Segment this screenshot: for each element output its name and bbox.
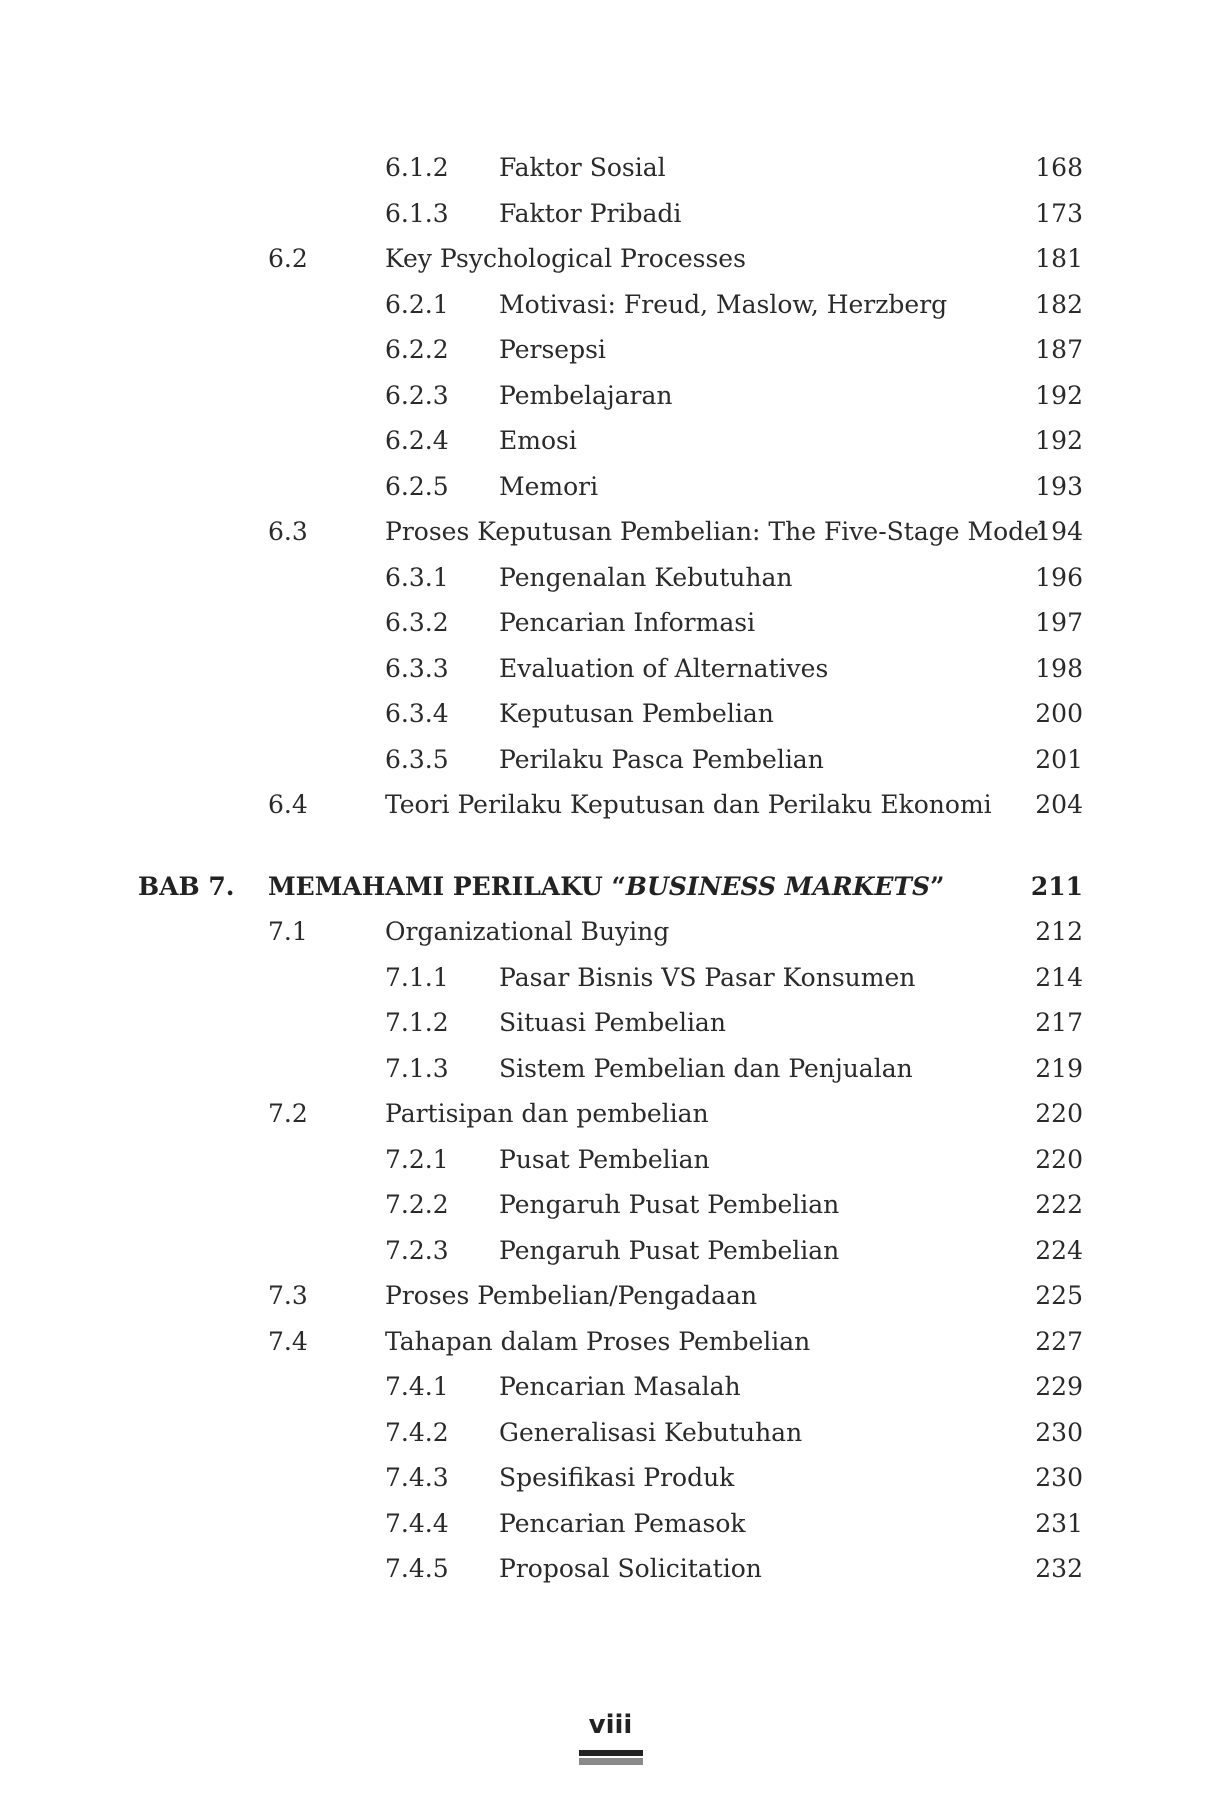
toc-entry-title: Proses Pembelian/Pengadaan [385,1281,758,1310]
toc-entry-page-number: 200 [1035,699,1083,728]
toc-entry-title: Memori [499,471,599,501]
chapter-title-suffix: ” [930,871,945,901]
toc-entry-title: Proses Keputusan Pembelian: The Five-Stage Model [385,517,1047,546]
toc-entry-number: 6.2.5 [385,471,449,501]
toc-entry-page-number: 196 [1035,562,1083,592]
toc-entry-page-number: 168 [1035,153,1083,182]
toc-entry-number: 6.2.2 [385,335,449,364]
toc-entry-number: 7.2.3 [385,1235,449,1265]
toc-entry-title: Partisipan dan pembelian [385,1099,709,1128]
toc-entry-number: 6.3.1 [385,562,449,592]
toc-entry-number: 7.2.1 [385,1144,449,1174]
toc-entry-page-number: 219 [1035,1053,1083,1083]
toc-entry-page-number: 217 [1035,1008,1083,1037]
toc-entry-title: Pencarian Informasi [499,608,756,637]
toc-entry-number: 6.3.2 [385,608,449,637]
toc-entry[interactable] [0,1273,1221,1319]
toc-entry-title: Pengaruh Pusat Pembelian [499,1190,840,1219]
toc-entry-page-number: 230 [1035,1417,1083,1447]
chapter-label: BAB 7. [138,871,235,901]
toc-entry[interactable] [0,464,1221,510]
toc-entry-title: Key Psychological Processes [385,244,746,273]
toc-entry-page-number: 193 [1035,471,1083,501]
toc-entry-page-number: 212 [1035,917,1083,946]
toc-entry-page-number: 220 [1035,1144,1083,1174]
toc-entry[interactable] [0,327,1221,373]
toc-entry[interactable] [0,282,1221,328]
toc-entry-title: Faktor Sosial [499,153,666,182]
table-of-contents [0,145,1221,1592]
toc-entry-number: 7.4 [268,1326,308,1356]
toc-entry-page-number: 222 [1035,1190,1083,1219]
toc-entry[interactable] [0,1182,1221,1228]
page-footer [0,1708,1221,1765]
toc-entry-title: Pasar Bisnis VS Pasar Konsumen [499,962,916,992]
toc-entry-page-number: 201 [1035,744,1083,774]
toc-entry-number: 6.1.3 [385,198,449,228]
toc-entry-page-number: 224 [1035,1235,1083,1265]
toc-entry-page-number: 181 [1035,244,1083,273]
toc-entry-title: Emosi [499,426,577,455]
toc-entry-number: 6.1.2 [385,153,449,182]
toc-entry[interactable] [0,600,1221,646]
toc-entry-number: 7.4.2 [385,1417,449,1447]
toc-entry-title: Motivasi: Freud, Maslow, Herzberg [499,289,948,319]
toc-entry-number: 7.3 [268,1281,308,1310]
toc-entry[interactable] [0,509,1221,555]
toc-entry-title: Spesifikasi Produk [499,1463,735,1492]
toc-entry-title: Pembelajaran [499,380,673,410]
toc-entry[interactable] [0,782,1221,828]
toc-entry[interactable] [0,418,1221,464]
footer-bar-dark [579,1750,643,1756]
toc-entry-title: Keputusan Pembelian [499,699,774,728]
toc-entry-page-number: 198 [1035,653,1083,683]
toc-entry-number: 6.4 [268,790,308,819]
toc-entry-number: 6.2.4 [385,426,449,455]
toc-entry-page-number: 194 [1035,517,1083,546]
chapter-title [268,864,944,910]
toc-entry[interactable] [0,646,1221,692]
toc-entry-page-number: 214 [1035,962,1083,992]
toc-entry[interactable] [0,955,1221,1001]
toc-entry[interactable] [0,1228,1221,1274]
toc-entry-number: 7.4.4 [385,1508,449,1538]
toc-entry-title: Sistem Pembelian dan Penjualan [499,1053,913,1083]
toc-entry[interactable] [0,1091,1221,1137]
toc-entry-page-number: 197 [1035,608,1083,637]
toc-entry-page-number: 220 [1035,1099,1083,1128]
toc-entry-number: 6.2 [268,244,308,273]
toc-entry[interactable] [0,1319,1221,1365]
toc-entry-title: Persepsi [499,335,606,364]
toc-entry-page-number: 231 [1035,1508,1083,1538]
toc-entry[interactable] [0,1000,1221,1046]
toc-entry[interactable] [0,909,1221,955]
toc-entry-number: 7.1.2 [385,1008,449,1037]
toc-entry-page-number: 187 [1035,335,1083,364]
toc-entry-number: 6.3.3 [385,653,449,683]
toc-entry-title: Faktor Pribadi [499,198,682,228]
toc-entry-number: 7.1 [268,917,308,946]
toc-entry[interactable] [0,373,1221,419]
toc-entry[interactable] [0,236,1221,282]
toc-entry-title: Perilaku Pasca Pembelian [499,744,824,774]
toc-chapter-heading[interactable] [0,864,1221,910]
toc-entry[interactable] [0,1546,1221,1592]
toc-entry[interactable] [0,145,1221,191]
toc-entry-page-number: 204 [1035,790,1083,819]
toc-entry-page-number: 192 [1035,380,1083,410]
toc-entry-page-number: 182 [1035,289,1083,319]
toc-entry[interactable] [0,1410,1221,1456]
toc-entry-number: 7.2.2 [385,1190,449,1219]
toc-entry-number: 7.4.3 [385,1463,449,1492]
toc-entry-title: Tahapan dalam Proses Pembelian [385,1326,811,1356]
toc-entry-title: Situasi Pembelian [499,1008,726,1037]
toc-entry-number: 6.2.1 [385,289,449,319]
chapter-page-number: 211 [1030,871,1083,901]
toc-entry-title: Generalisasi Kebutuhan [499,1417,803,1447]
toc-entry-number: 7.4.1 [385,1372,449,1401]
toc-entry-page-number: 227 [1035,1326,1083,1356]
footer-bar-gray [579,1758,643,1765]
toc-entry-title: Pengaruh Pusat Pembelian [499,1235,840,1265]
toc-entry-page-number: 225 [1035,1281,1083,1310]
toc-entry-page-number: 230 [1035,1463,1083,1492]
toc-entry-number: 6.2.3 [385,380,449,410]
toc-entry-number: 7.4.5 [385,1554,449,1583]
toc-entry-page-number: 192 [1035,426,1083,455]
toc-entry-page-number: 232 [1035,1554,1083,1583]
toc-entry-page-number: 173 [1035,198,1083,228]
toc-entry-title: Organizational Buying [385,917,670,946]
toc-entry[interactable] [0,1455,1221,1501]
toc-entry-number: 6.3.5 [385,744,449,774]
toc-section-6 [0,145,1221,828]
toc-entry-title: Pencarian Masalah [499,1372,741,1401]
toc-entry-number: 7.1.1 [385,962,449,992]
toc-entry-title: Teori Perilaku Keputusan dan Perilaku Ekonomi [385,790,992,819]
toc-entry-title: Proposal Solicitation [499,1554,762,1583]
toc-entry[interactable] [0,691,1221,737]
chapter-title-prefix: MEMAHAMI PERILAKU “ [268,871,626,901]
chapter-title-italic: BUSINESS MARKETS [625,871,931,901]
toc-entry-title: Pencarian Pemasok [499,1508,746,1538]
toc-entry-number: 7.2 [268,1099,308,1128]
toc-entry-number: 6.3.4 [385,699,449,728]
toc-entry-title: Pusat Pembelian [499,1144,710,1174]
toc-entry[interactable] [0,191,1221,237]
page-number: viii [588,1710,633,1740]
toc-entry-title: Evaluation of Alternatives [499,653,829,683]
toc-entry-page-number: 229 [1035,1372,1083,1401]
toc-entry[interactable] [0,1501,1221,1547]
toc-entry[interactable] [0,1364,1221,1410]
toc-entry[interactable] [0,555,1221,601]
toc-entry-number: 6.3 [268,517,308,546]
toc-entry[interactable] [0,1046,1221,1092]
toc-entry-title: Pengenalan Kebutuhan [499,562,793,592]
toc-entry[interactable] [0,737,1221,783]
toc-section-7 [0,909,1221,1592]
toc-entry-number: 7.1.3 [385,1053,449,1083]
toc-entry[interactable] [0,1137,1221,1183]
